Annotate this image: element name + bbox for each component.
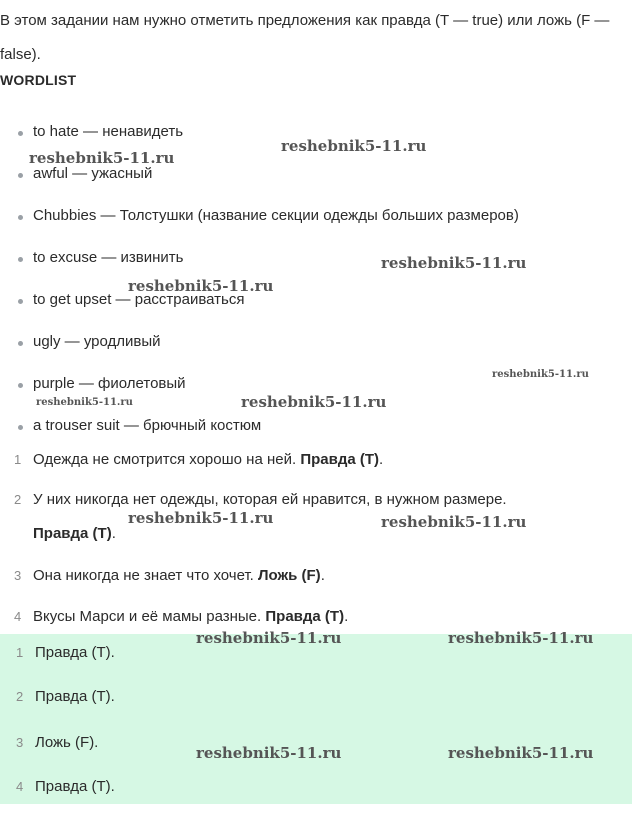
question-end: . [379, 451, 384, 468]
intro-text: В этом задании нам нужно отметить предложения как правда (T — true) или ложь (F — false). [0, 12, 610, 63]
answer-number: 4 [16, 779, 24, 794]
question-answer-line [33, 525, 116, 542]
watermark: reshebnik5-11.ru [281, 137, 427, 155]
bullet-icon [18, 383, 23, 388]
question-text [33, 608, 348, 625]
question-answer: Правда (T) [300, 451, 380, 468]
answer-number: 1 [16, 645, 24, 660]
question-statement: Вкусы Марси и её мамы разные. [33, 608, 266, 625]
watermark: reshebnik5-11.ru [241, 393, 387, 411]
wordlist-item: to excuse — извинить [33, 249, 184, 266]
wordlist-item: purple — фиолетовый [33, 375, 186, 392]
wordlist-item: to hate — ненавидеть [33, 123, 184, 140]
watermark: reshebnik5-11.ru [381, 254, 527, 272]
bullet-icon [18, 425, 23, 430]
answer-text: Правда (T). [35, 778, 115, 795]
wordlist-item: ugly — уродливый [33, 333, 161, 350]
answer-text: Правда (T). [35, 688, 115, 705]
question-number: 1 [14, 452, 22, 467]
question-statement: Она никогда не знает что хочет. [33, 567, 259, 584]
watermark: reshebnik5-11.ru [492, 369, 589, 380]
question-end: . [344, 608, 349, 625]
bullet-icon [18, 173, 23, 178]
question-answer: Правда (T) [33, 525, 112, 542]
wordlist-item: awful — ужасный [33, 165, 153, 182]
watermark: reshebnik5-11.ru [29, 149, 175, 167]
watermark: reshebnik5-11.ru [196, 629, 342, 647]
question-end: . [111, 525, 116, 542]
question-answer: Правда (T) [265, 608, 345, 625]
bullet-icon [18, 215, 23, 220]
question-statement: Одежда не смотрится хорошо на ней. [33, 451, 301, 468]
answer-text: Ложь (F). [35, 734, 99, 751]
bullet-icon [18, 299, 23, 304]
watermark: reshebnik5-11.ru [128, 509, 274, 527]
watermark: reshebnik5-11.ru [128, 277, 274, 295]
bullet-icon [18, 257, 23, 262]
question-answer: Ложь (F) [258, 567, 321, 584]
question-text [33, 451, 383, 468]
watermark: reshebnik5-11.ru [448, 629, 594, 647]
wordlist-item: Chubbies — Толстушки (название секции одежды больших размеров) [33, 207, 519, 224]
question-text: У них никогда нет одежды, которая ей нравится, в нужном размере. [33, 491, 507, 508]
question-text [33, 567, 325, 584]
question-number: 4 [14, 609, 22, 624]
bullet-icon [18, 341, 23, 346]
answer-text: Правда (T). [35, 644, 115, 661]
wordlist-item: to get upset — расстраиваться [33, 291, 245, 308]
answer-number: 2 [16, 689, 24, 704]
answers-block [0, 634, 632, 804]
watermark: reshebnik5-11.ru [448, 744, 594, 762]
watermark: reshebnik5-11.ru [196, 744, 342, 762]
question-number: 3 [14, 568, 22, 583]
answer-number: 3 [16, 735, 24, 750]
question-end: . [320, 567, 325, 584]
question-number: 2 [14, 492, 22, 507]
watermark: reshebnik5-11.ru [381, 513, 527, 531]
watermark: reshebnik5-11.ru [36, 397, 133, 408]
wordlist-heading: WORDLIST [0, 72, 77, 88]
bullet-icon [18, 131, 23, 136]
wordlist-item: a trouser suit — брючный костюм [33, 417, 262, 434]
